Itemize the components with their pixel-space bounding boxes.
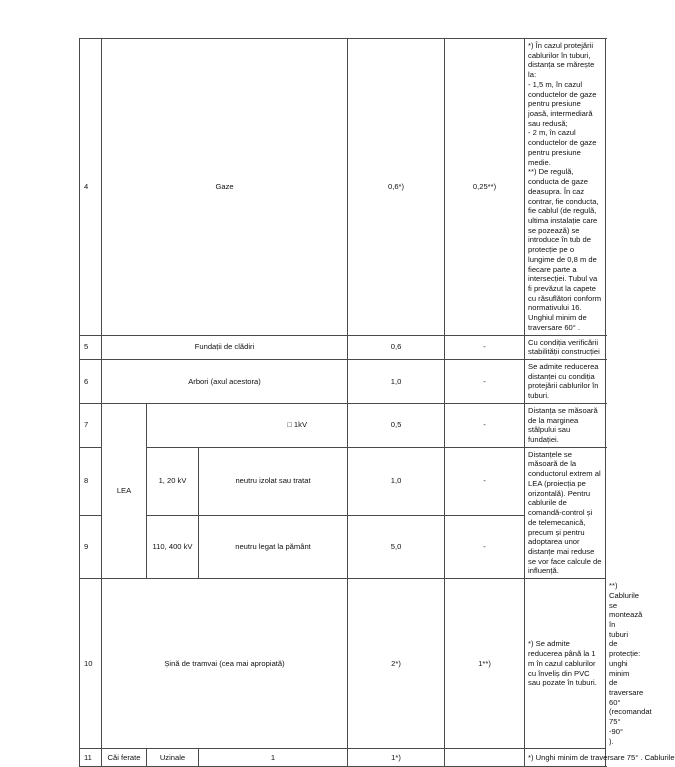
item-name: Fundații de clădiri	[102, 335, 348, 359]
railway-value: 1	[199, 749, 348, 767]
observations: *) În cazul protejării cablurilor în tuburi, distanța se mărește la: - 1,5 m, în cazul conductelor de gaze pentru presiune joasă, intermediară sau redusă; - 2 m, în cazul conductelor de gaze pentru presiune medie. **) De regulă, conducta de gaze deasupra. În caz contrar, fie conducta, fie cablul (de regulă, ultima instalație care se pozează) se introduce în tub de protecție pe o lungime de 0,8 m de fiecare parte a intersecției. Tubul va fi prevăzut la capete cu răsuflători conform normativului 16. Unghiul minim de traversare 60° .	[525, 39, 606, 336]
row-number: 8	[80, 447, 102, 515]
voltage-level: □ 1kV	[147, 403, 348, 447]
row-number: 5	[80, 335, 102, 359]
distance-crossing: -	[445, 360, 525, 404]
observations: Distanțele se măsoară de la conductorul extrem al LEA (proiecția pe orizontală). Pentru cablurile de comandă-control și de telemecanică, precum și pentru adoptarea unor distanțe mai reduse se vor face calcule de influență.	[525, 447, 606, 578]
table-row-11	[80, 749, 606, 767]
row-number: 10	[80, 579, 102, 749]
observations: Cu condiția verificării stabilității construcției	[525, 335, 606, 359]
observations: *) Unghi minim de traversare 75° . Cablurile	[525, 749, 606, 767]
observations-a: *) Se admite reducerea până la 1 m în cazul cablurilor cu înveliș din PVC sau pozate în tuburi.	[525, 579, 606, 749]
distance-parallel: 5,0	[348, 515, 445, 578]
distance-parallel: 0,5	[348, 403, 445, 447]
observations: Distanța se măsoară de la marginea stâlpului sau fundației.	[525, 403, 606, 447]
distance-crossing: -	[445, 403, 525, 447]
distance-parallel: 1,0	[348, 360, 445, 404]
item-name: Gaze	[102, 39, 348, 336]
neutral-type: neutru izolat sau tratat	[199, 447, 348, 515]
row-number: 9	[80, 515, 102, 578]
distance-parallel: 1*)	[348, 749, 445, 767]
distance-parallel: 1,0	[348, 447, 445, 515]
table-row-10: 10 Șină de tramvai (cea mai apropiată) 2*) 1**) *) Se admite reducerea până la 1 m în cazul cablurilor cu înveliș din PVC sau pozate în tuburi. **) Cablurile se montează în tuburi de protecție: unghi minim de traversare 60° (recomandat 75° -90° ).	[80, 579, 606, 749]
distance-parallel: 0,6	[348, 335, 445, 359]
table-row-6	[80, 360, 606, 404]
voltage-level: 110, 400 kV	[147, 515, 199, 578]
distance-crossing: 1**)	[445, 579, 525, 749]
table-row-8	[80, 447, 606, 515]
row-number: 11	[80, 749, 102, 767]
voltage-level: 1, 20 kV	[147, 447, 199, 515]
item-name: Șină de tramvai (cea mai apropiată)	[102, 579, 348, 749]
distance-crossing: -	[445, 335, 525, 359]
distance-parallel: 2*)	[348, 579, 445, 749]
distance-table	[79, 38, 675, 767]
distance-parallel: 0,6*)	[348, 39, 445, 336]
table-row-5	[80, 335, 606, 359]
distance-crossing: -	[445, 515, 525, 578]
railway-group-label: Căi ferate	[102, 749, 147, 767]
table-row-4	[80, 39, 606, 336]
row-number: 7	[80, 403, 102, 447]
distance-crossing: 0,25**)	[445, 39, 525, 336]
distance-crossing: -	[445, 447, 525, 515]
neutral-type: neutru legat la pământ	[199, 515, 348, 578]
lea-group-label: LEA	[102, 403, 147, 578]
row-number: 4	[80, 39, 102, 336]
table-row-7	[80, 403, 606, 447]
railway-type: Uzinale	[147, 749, 199, 767]
row-number: 6	[80, 360, 102, 404]
observations: Se admite reducerea distanței cu condiția protejării cablurilor în tuburi.	[525, 360, 606, 404]
distance-crossing	[445, 749, 525, 767]
item-name: Arbori (axul acestora)	[102, 360, 348, 404]
